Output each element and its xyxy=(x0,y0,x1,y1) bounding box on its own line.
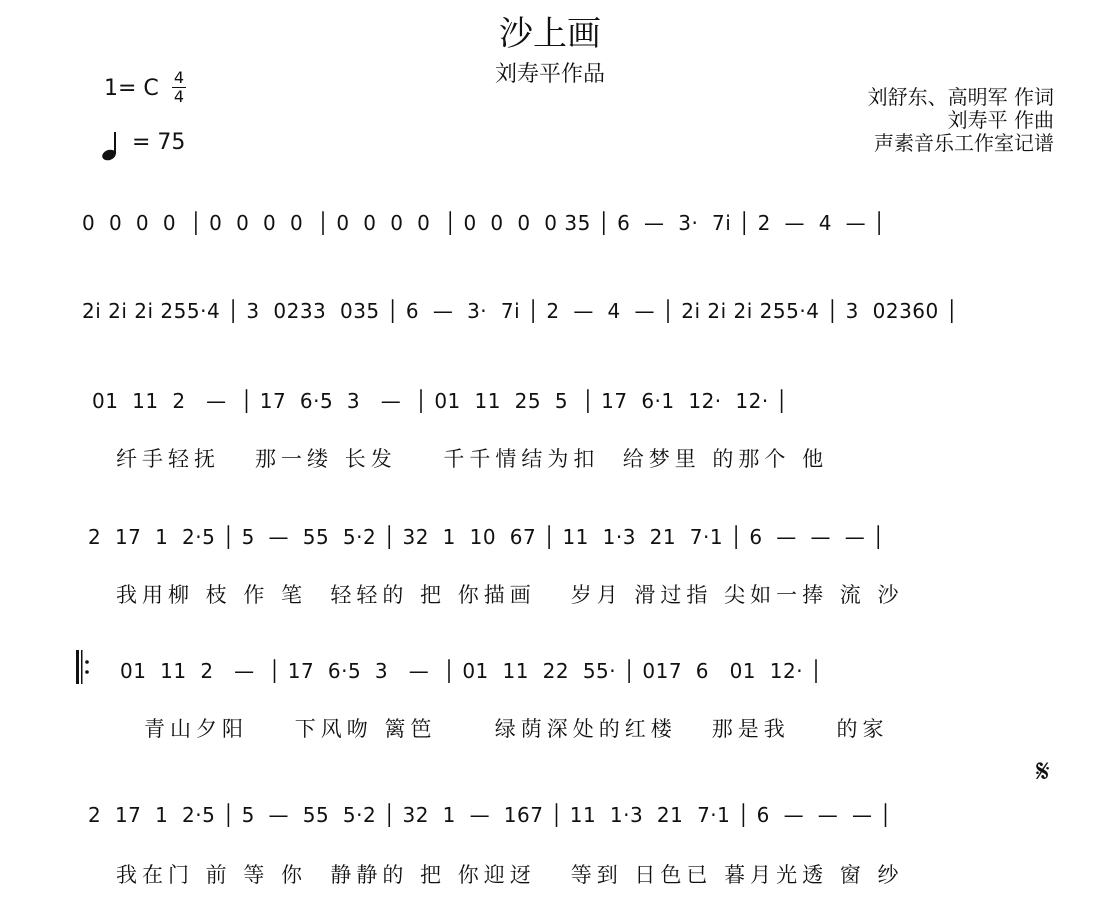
transcriber-credit: 声素音乐工作室记谱 xyxy=(874,131,1054,155)
lyric-line-6: 我在门 前 等 你 静静的 把 你迎迓 等到 日色已 暮月光透 窗 纱 xyxy=(116,863,904,887)
song-title: 沙上画 xyxy=(499,14,601,54)
notes-line-4: 2 17 1 2·5 │ 5 — 55 5·2 │ 32 1 10 67 │ 11 1·3 21 7·1 │ 6 — — — │ xyxy=(88,525,885,549)
segno-icon: 𝄋 xyxy=(1036,752,1050,790)
notes-line-5: 01 11 2 — │ 17 6·5 3 — │ 01 11 22 55· │ 017 6 01 12· │ xyxy=(120,659,823,683)
score-line-1 xyxy=(80,208,1060,238)
notes-line-2: 2i 2i 2i 255·4 │ 3 0233 035 │ 6 — 3· 7i │ 2 — 4 — │ 2i 2i 2i 255·4 │ 3 02360 │ xyxy=(82,299,959,323)
score-line-4 xyxy=(80,522,1060,552)
composer-credit: 刘寿平 作曲 xyxy=(947,108,1054,132)
tempo-marking: = 75 xyxy=(132,130,186,155)
notes-line-3: 01 11 2 — │ 17 6·5 3 — │ 01 11 25 5 │ 17 6·1 12· 12· │ xyxy=(92,389,789,413)
key-signature: 1= C xyxy=(104,76,159,101)
notes-line-1: 0 0 0 0 │ 0 0 0 0 │ 0 0 0 0 │ 0 0 0 0 35 │ 6 — 3· 7i │ 2 — 4 — │ xyxy=(82,211,886,235)
notes-line-6: 2 17 1 2·5 │ 5 — 55 5·2 │ 32 1 — 167 │ 11 1·3 21 7·1 │ 6 — — — │ xyxy=(88,803,892,827)
lyric-line-3: 纤手轻抚 那一缕 长发 千千情结为扣 给梦里 的那个 他 xyxy=(116,447,829,471)
lyric-line-4: 我用柳 枝 作 笔 轻轻的 把 你描画 岁月 滑过指 尖如一捧 流 沙 xyxy=(116,583,904,607)
score-line-3 xyxy=(80,386,1060,416)
lyric-line-5: 青山夕阳 下风吻 篱笆 绿荫深处的红楼 那是我 的家 xyxy=(144,717,889,741)
lyricist-credit: 刘舒东、高明军 作词 xyxy=(867,85,1054,109)
score-line-2 xyxy=(80,296,1060,326)
score-line-5 xyxy=(80,656,1060,686)
time-signature-top: 4 xyxy=(173,68,185,87)
score-line-6 xyxy=(80,800,1060,830)
song-subtitle: 刘寿平作品 xyxy=(494,62,605,87)
quarter-note-icon xyxy=(100,130,122,162)
time-signature xyxy=(172,70,186,105)
time-signature-bottom: 4 xyxy=(173,87,185,106)
